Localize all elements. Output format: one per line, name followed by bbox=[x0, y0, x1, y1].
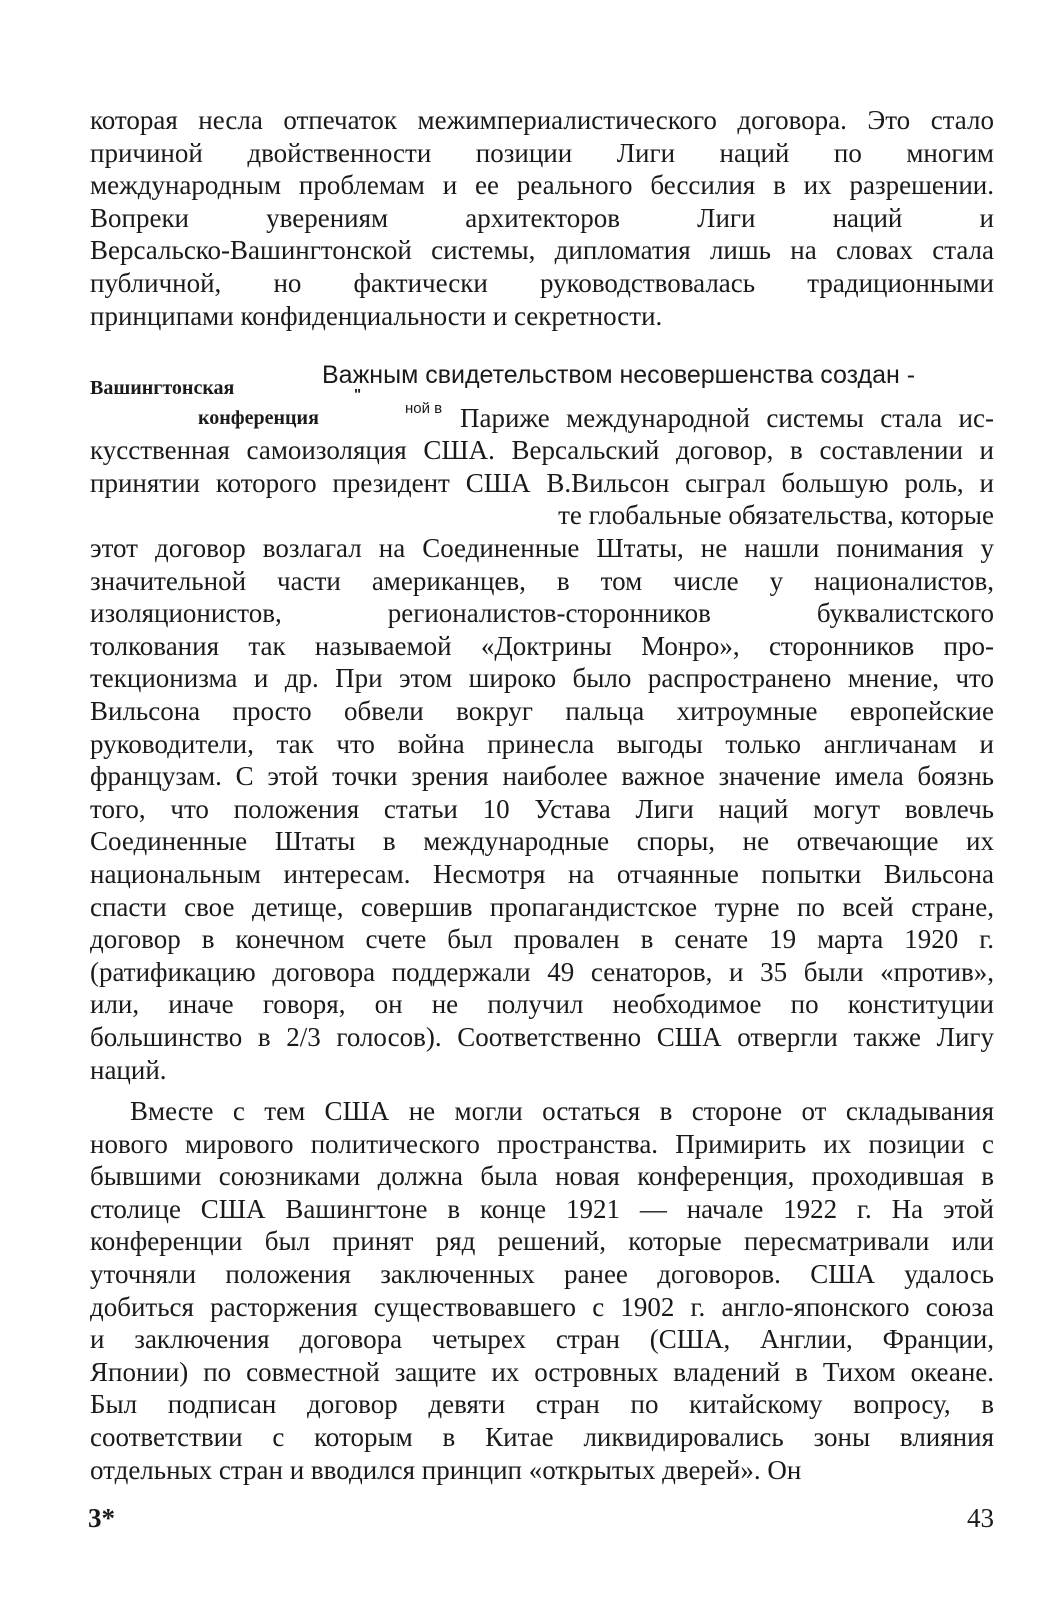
intro-serif-continuation: Париже международной системы стала ис- bbox=[460, 403, 994, 433]
text-line: или, иначе говоря, он не получил необходимое по конституции bbox=[90, 989, 994, 1020]
text-line: Был подписан договор девяти стран по китайскому вопросу, в bbox=[90, 1389, 994, 1420]
intro-small-fragment: ной в bbox=[405, 400, 443, 417]
text-line: бывшими союзниками должна была новая конференция, проходившая в bbox=[90, 1161, 994, 1192]
text-line: публичной, но фактически руководствовалась традиционными bbox=[90, 267, 994, 298]
text-line: уточняли положения заключенных ранее договоров. США удалось bbox=[90, 1258, 994, 1289]
side-heading-line-1: Вашингтонская bbox=[90, 377, 235, 399]
text-line: Вопреки уверениям архитекторов Лиги наций и bbox=[90, 202, 994, 233]
text-line: руководители, так что война принесла выгоды только англичанам и bbox=[90, 728, 994, 759]
text-line: национальным интересам. Несмотря на отчаянные попытки Вильсона bbox=[90, 858, 994, 889]
paragraph-2 bbox=[90, 532, 994, 1086]
intro-line: те глобальные обязательства, которые bbox=[558, 500, 994, 531]
text-line: причиной двойственности позиции Лиги наций по многим bbox=[90, 137, 994, 168]
text-line: нового мирового политического пространства. Примирить их позиции с bbox=[90, 1128, 994, 1159]
text-line: столице США Вашингтоне в конце 1921 — начале 1922 г. На этой bbox=[90, 1193, 994, 1224]
text-line: этот договор возлагал на Соединенные Штаты, не нашли понимания у bbox=[90, 533, 994, 563]
text-line: значительной части американцев, в том числе у националистов, bbox=[90, 565, 994, 596]
signature-mark: 3* bbox=[88, 1503, 115, 1533]
text-line: Версальско-Вашингтонской системы, дипломатия лишь на словах стала bbox=[90, 235, 994, 266]
text-line: наций. bbox=[90, 1054, 167, 1085]
text-line: конференции был принят ряд решений, которые пересматривали или bbox=[90, 1226, 994, 1257]
text-line: которая несла отпечаток межимпериалистического договора. Это стало bbox=[90, 105, 994, 135]
text-line: договор в конечном счете был провален в сенате 19 марта 1920 г. bbox=[90, 924, 994, 955]
intro-line: принятии которого президент США В.Вильсон сыграл большую роль, и bbox=[90, 467, 994, 498]
side-heading-line-2: конференция bbox=[198, 407, 319, 429]
intro-lines bbox=[90, 434, 994, 532]
text-line: соответствии с которым в Китае ликвидировались зоны влияния bbox=[90, 1421, 994, 1452]
text-line: Японии) по совместной защите их островных владений в Тихом океане. bbox=[90, 1356, 994, 1387]
text-line: того, что положения статьи 10 Устава Лиги наций могут вовлечь bbox=[90, 793, 994, 824]
text-line: отдельных стран и вводился принцип «открытых дверей». Он bbox=[90, 1454, 802, 1485]
text-line: большинство в 2/3 голосов). Соответственно США отвергли также Лигу bbox=[90, 1021, 994, 1052]
text-line: добиться расторжения существовавшего с 1902 г. англо-японского союза bbox=[90, 1291, 994, 1322]
page-number: 43 bbox=[967, 1503, 994, 1533]
text-line: Соединенные Штаты в международные споры, не отвечающие их bbox=[90, 826, 994, 857]
text-line: толкования так называемой «Доктрины Монро», сторонников про- bbox=[90, 630, 994, 661]
text-line: Вильсона просто обвели вокруг пальца хитроумные европейские bbox=[90, 695, 994, 726]
text-line: Вместе с тем США не могли остаться в стороне от складывания bbox=[130, 1096, 994, 1126]
text-line: международным проблемам и ее реального бессилия в их разрешении. bbox=[90, 170, 994, 201]
text-line: изоляционистов, регионалистов-сторонников буквалистского bbox=[90, 598, 994, 629]
intro-quote-mark: " bbox=[354, 386, 362, 403]
intro-sans-fragment: Важным свидетельством несовершенства создан - bbox=[322, 361, 916, 389]
intro-line: кусственная самоизоляция США. Версальский договор, в составлении и bbox=[90, 435, 994, 465]
text-line: спасти свое детище, совершив пропагандистское турне по всей стране, bbox=[90, 891, 994, 922]
text-line: принципами конфиденциальности и секретности. bbox=[90, 300, 663, 331]
paragraph-1 bbox=[90, 104, 994, 332]
text-line: текционизма и др. При этом широко было распространено мнение, что bbox=[90, 663, 994, 694]
paragraph-3 bbox=[90, 1095, 994, 1486]
text-line: французам. С этой точки зрения наиболее важное значение имела боязнь bbox=[90, 761, 994, 792]
text-line: и заключения договора четырех стран (США, Англии, Франции, bbox=[90, 1324, 994, 1355]
text-line: (ратификацию договора поддержали 49 сенаторов, и 35 были «против», bbox=[90, 956, 994, 987]
